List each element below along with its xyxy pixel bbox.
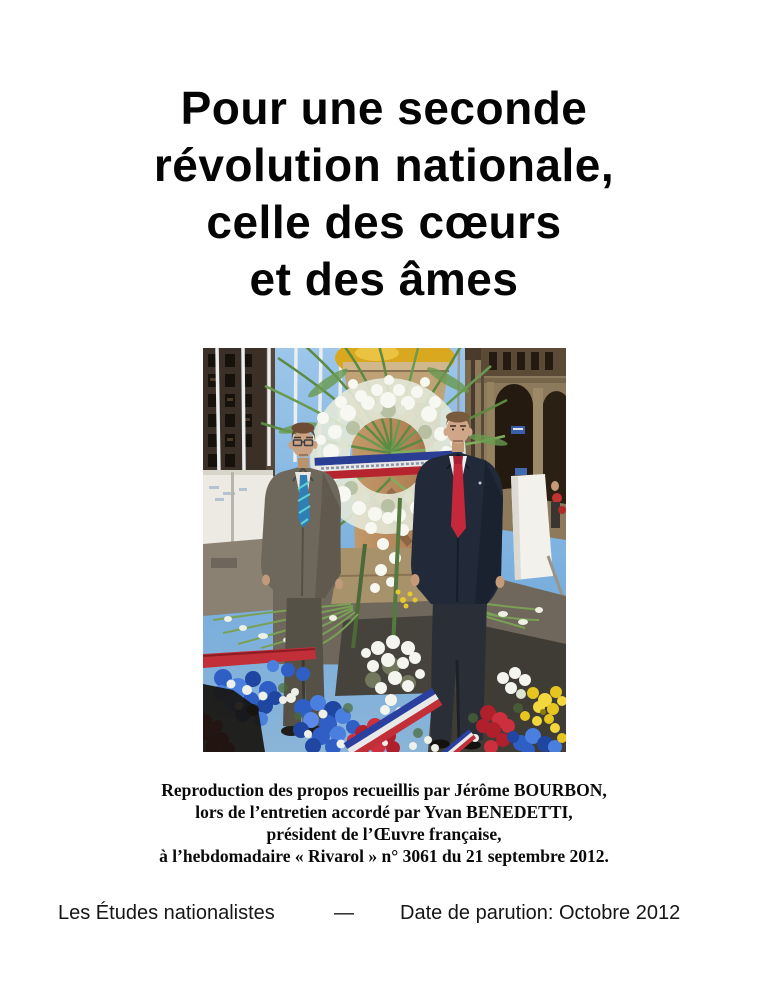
photo-caption (0, 779, 768, 867)
title-line-4: et des âmes (249, 253, 519, 305)
title-line-1: Pour une seconde (180, 82, 588, 134)
caption-line-4: à l’hebdomadaire « Rivarol » n° 3061 du 21 septembre 2012. (159, 846, 609, 866)
footer-separator: — (334, 902, 354, 924)
publisher-name: Les Études nationalistes (58, 902, 275, 924)
footer (0, 902, 768, 928)
ceremony-photo (203, 348, 566, 752)
publication-date: Date de parution: Octobre 2012 (400, 902, 681, 924)
page-title (0, 80, 768, 308)
title-line-3: celle des cœurs (206, 196, 562, 248)
title-line-2: révolution nationale, (153, 139, 615, 191)
caption-line-2: lors de l’entretien accordé par Yvan BENEDETTI, (195, 802, 573, 822)
caption-line-1: Reproduction des propos recueillis par Jérôme BOURBON, (161, 780, 607, 800)
left-building (203, 348, 275, 484)
caption-line-3: président de l’Œuvre française, (266, 824, 502, 844)
